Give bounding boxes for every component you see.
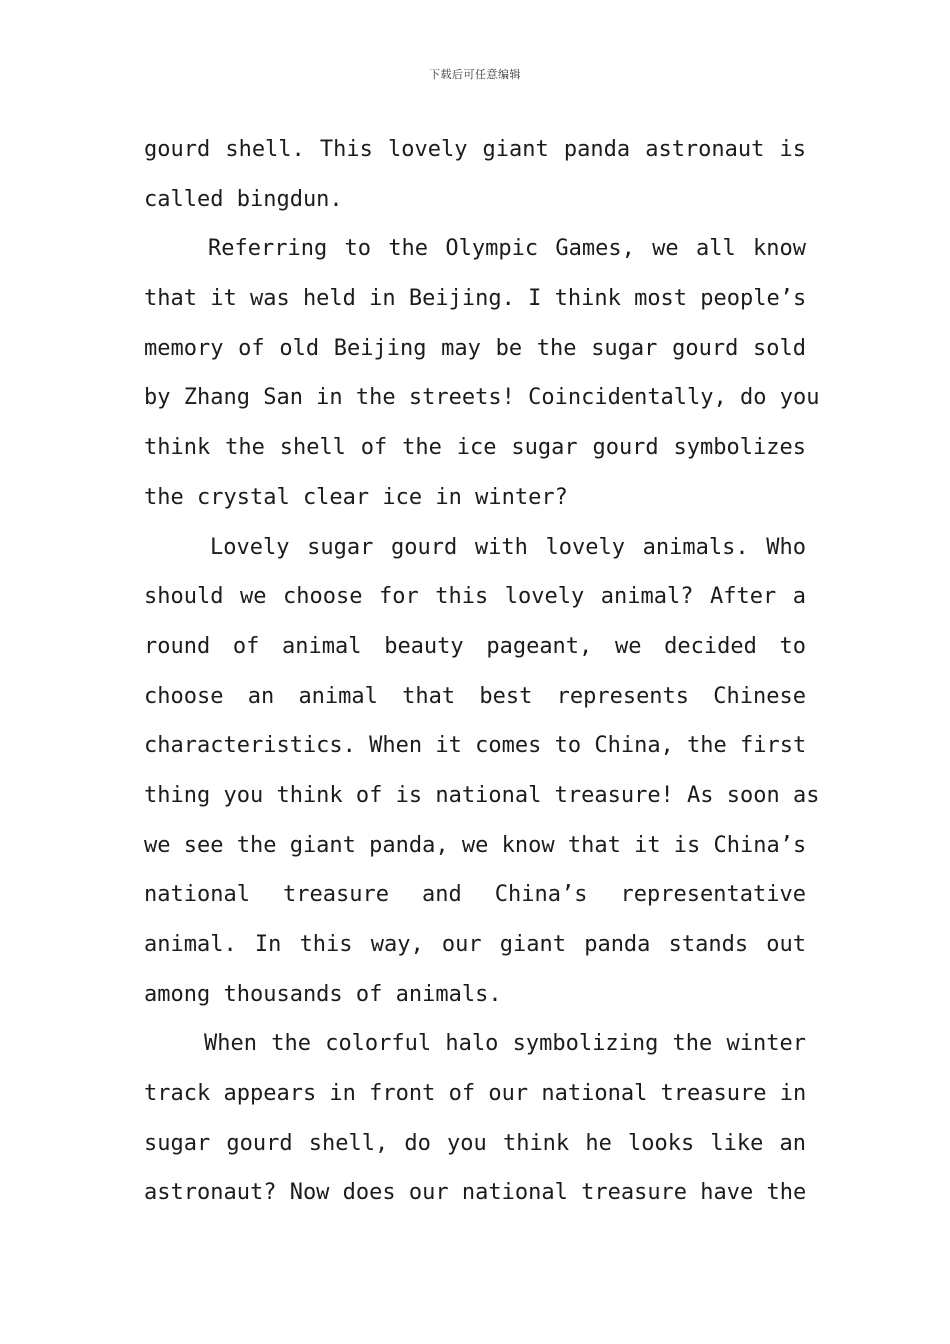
text-line: national treasure and China’s representative: [144, 882, 806, 908]
body-text: [144, 125, 820, 1218]
text-line: that it was held in Beijing. I think most people’s: [144, 286, 807, 312]
text-line: should we choose for this lovely animal? After a: [144, 584, 806, 610]
text-line: the crystal clear ice in winter?: [144, 484, 568, 510]
text-line: astronaut? Now does our national treasure have the: [144, 1180, 807, 1206]
text-line: think the shell of the ice sugar gourd symbolizes: [144, 435, 806, 461]
paragraph: [144, 125, 806, 224]
text-line: called bingdun.: [144, 186, 343, 212]
text-line: choose an animal that best represents Chinese: [144, 683, 806, 709]
text-line: thing you think of is national treasure! As soon as: [144, 782, 820, 808]
text-line: gourd shell. This lovely giant panda astronaut is: [144, 137, 806, 162]
text-line: Lovely sugar gourd with lovely animals. Who: [210, 534, 806, 560]
text-line: characteristics. When it comes to China, the first: [144, 733, 807, 759]
text-line: by Zhang San in the streets! Coincidentally, do you: [144, 385, 820, 411]
text-line: we see the giant panda, we know that it is China’s: [144, 832, 807, 858]
page-header: 下载后可任意编辑: [429, 68, 521, 81]
text-line: When the colorful halo symbolizing the winter: [204, 1031, 806, 1057]
paragraph: [144, 1019, 806, 1218]
text-line: among thousands of animals.: [144, 981, 502, 1007]
text-line: Referring to the Olympic Games, we all know: [208, 236, 806, 262]
text-line: sugar gourd shell, do you think he looks like an: [144, 1130, 806, 1156]
paragraph: [144, 523, 820, 1020]
text-line: memory of old Beijing may be the sugar gourd sold: [144, 335, 806, 361]
text-line: animal. In this way, our giant panda stands out: [144, 932, 806, 957]
text-line: round of animal beauty pageant, we decided to: [144, 633, 806, 659]
paragraph: [144, 224, 820, 522]
text-line: track appears in front of our national treasure in: [144, 1081, 807, 1107]
